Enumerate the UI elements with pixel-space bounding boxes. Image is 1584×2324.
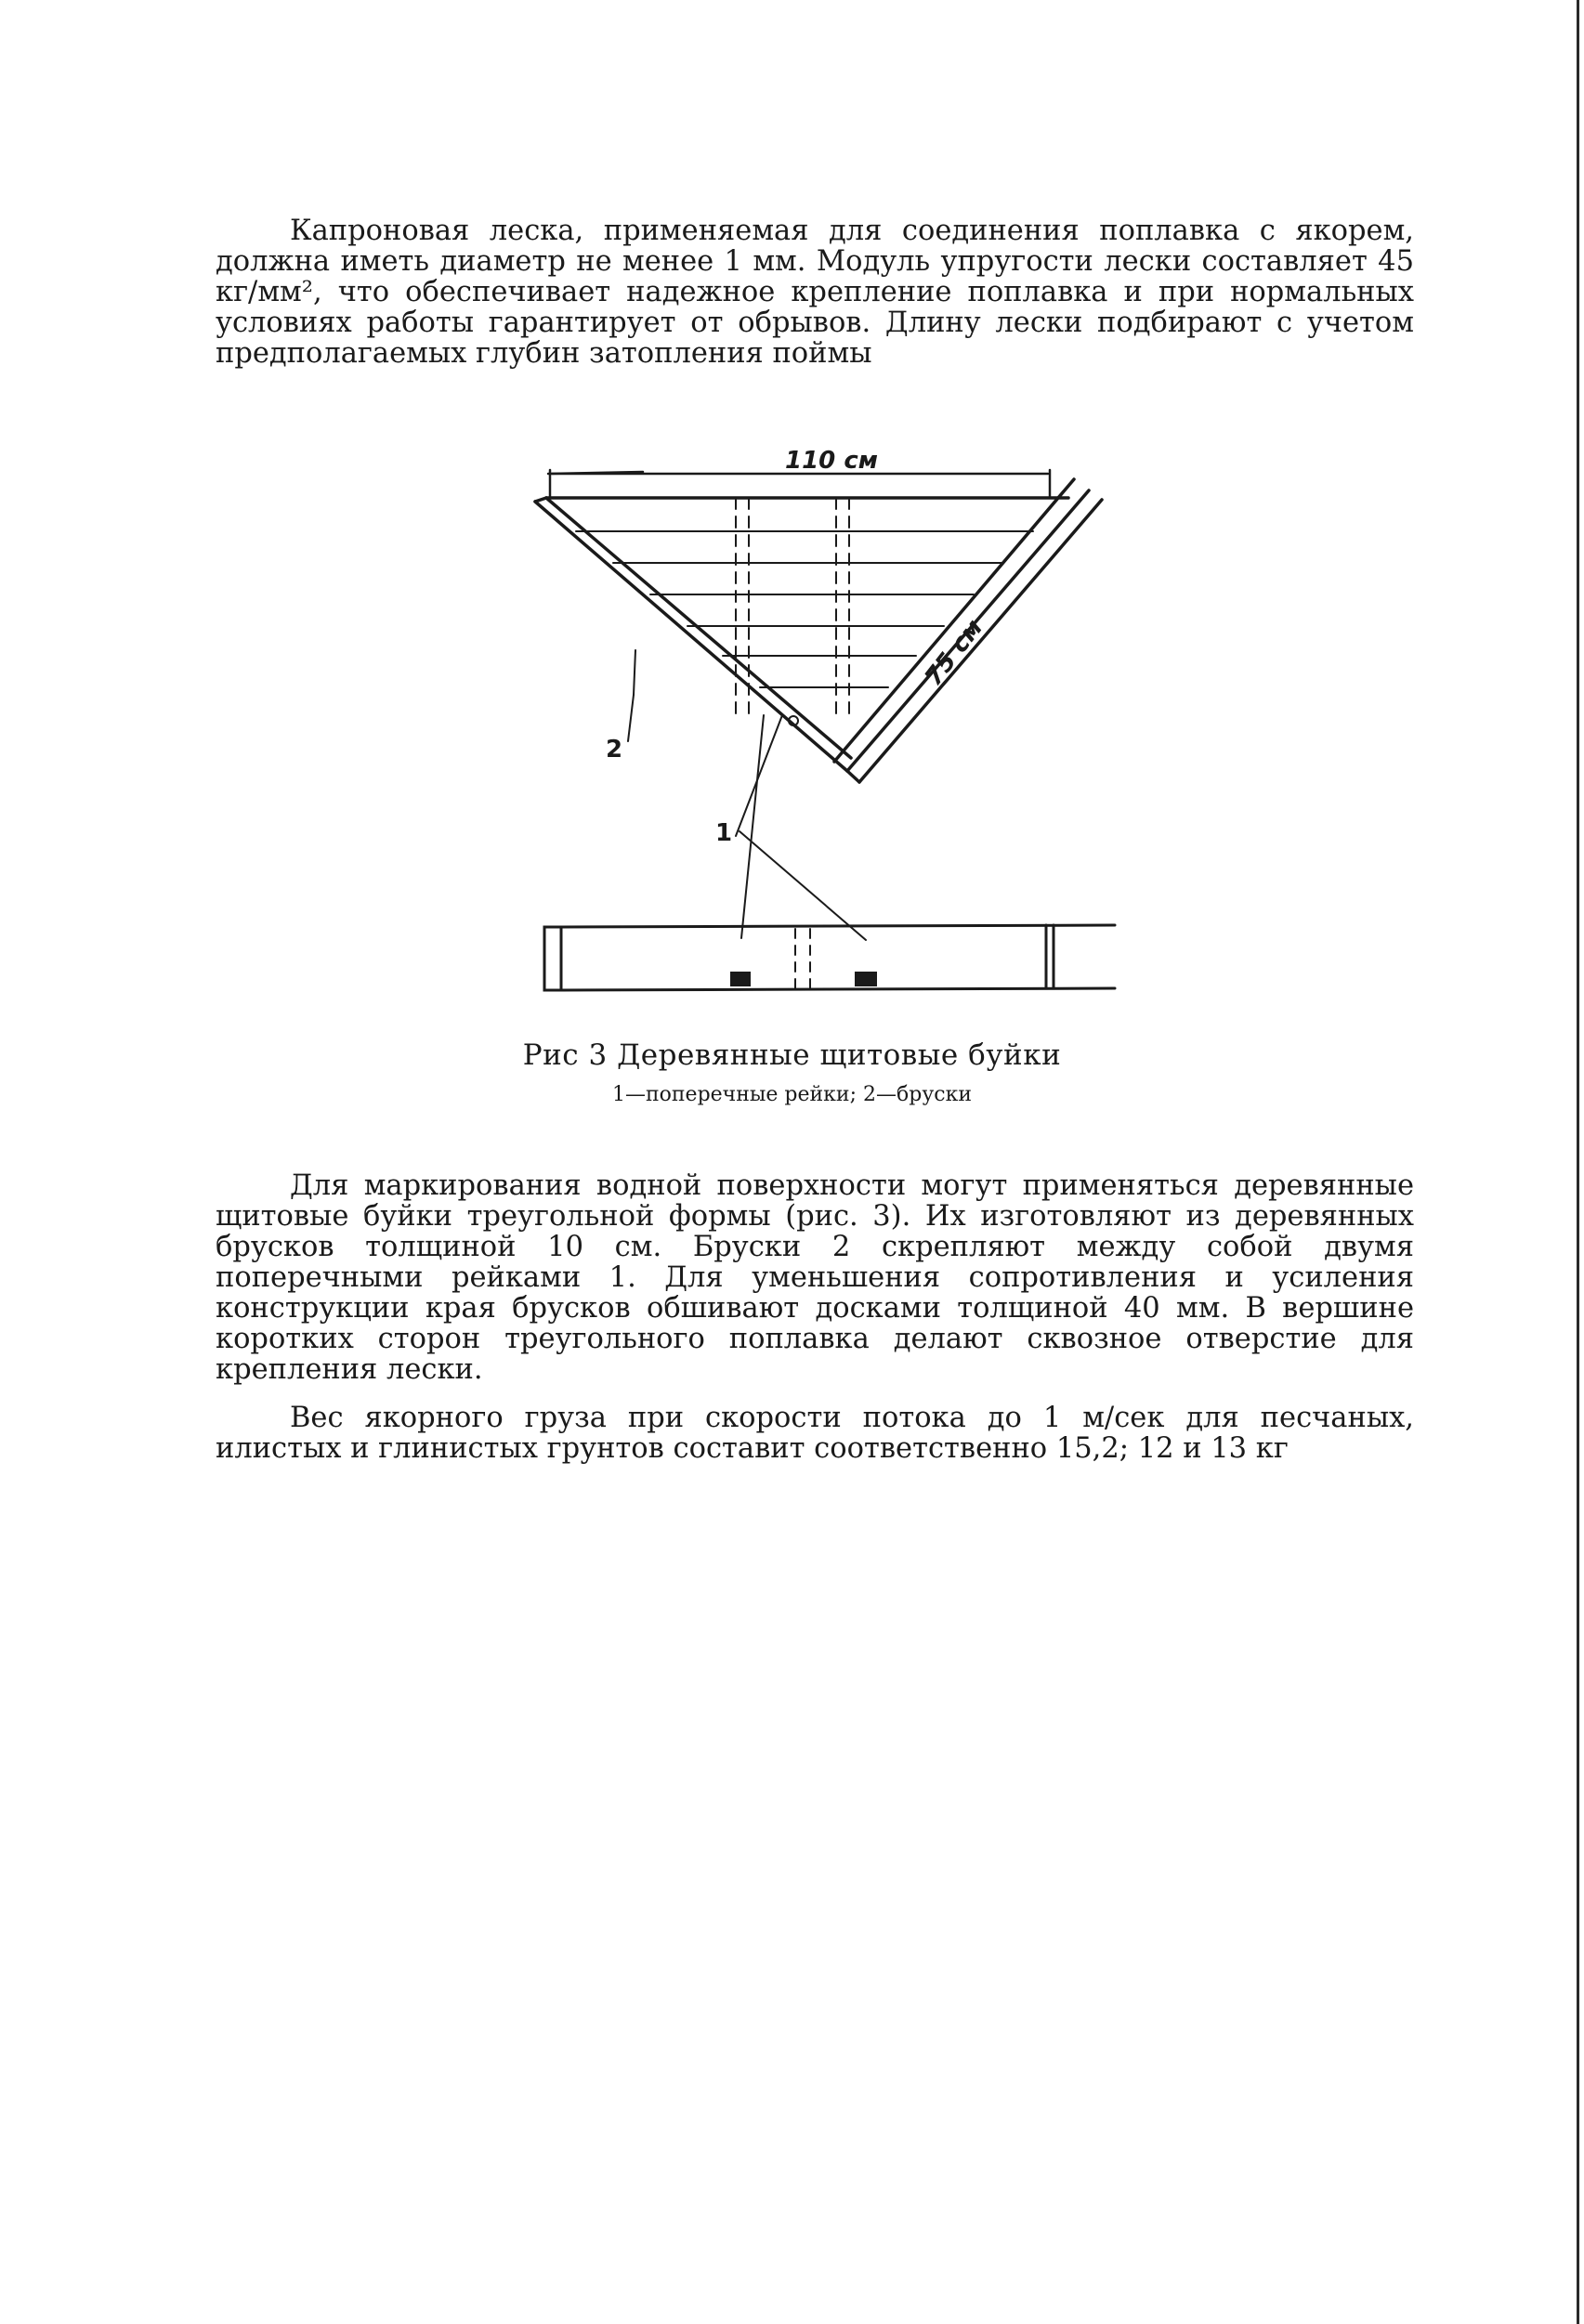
body-paragraph-1 bbox=[216, 1170, 1414, 1385]
label-2: 2 bbox=[606, 736, 623, 764]
body-paragraph-2 bbox=[216, 1403, 1414, 1464]
figure-legend: 1—поперечные рейки; 2—бруски bbox=[611, 1083, 972, 1106]
intro-paragraph bbox=[216, 215, 1414, 369]
top-dimension-label: 110 см bbox=[785, 447, 878, 475]
anchor-weight-1 bbox=[730, 972, 751, 986]
side-dimension-label: 75 см bbox=[919, 614, 988, 692]
figure-caption: Рис 3 Деревянные щитовые буйки bbox=[522, 1038, 1062, 1072]
buoy-figure bbox=[520, 446, 1133, 1003]
body-paragraph-1-text: Для маркирования водной поверхности могут применяться деревянные щитовые буйки треугольной формы (рис. 3). Их изготовляют из деревянных брусков толщиной 10 см. Бруски 2 скрепляют между собой двумя поперечными рейками 1. Для уменьшения сопротивления и усиления конструкции края брусков обшивают досками толщиной 40 мм. В вершине коротких сторон треугольного поплавка делают сквозное отверстие для крепления лески. bbox=[216, 1169, 1414, 1386]
side-view-slats bbox=[795, 929, 810, 988]
intro-text: Капроновая леска, применяемая для соединения поплавка с якорем, должна иметь диаметр не менее 1 мм. Модуль упругости лески составляет 45 кг/мм², что обеспечивает надежное крепление поплавка и при нормальных условиях работы гарантирует от обрывов. Длину лески подбирают с учетом предполагаемых глубин затопления поймы bbox=[216, 215, 1414, 370]
label-1: 1 bbox=[715, 819, 733, 847]
anchor-weight-2 bbox=[855, 972, 877, 986]
label-2-leader bbox=[634, 650, 635, 695]
body-paragraph-2-text: Вес якорного груза при скорости потока до 1 м/сек для песчаных, илистых и глинистых грунтов составит соответственно 15,2; 12 и 13 кг bbox=[216, 1402, 1414, 1465]
page-edge-rule bbox=[1577, 0, 1579, 2324]
side-view bbox=[544, 925, 1115, 990]
